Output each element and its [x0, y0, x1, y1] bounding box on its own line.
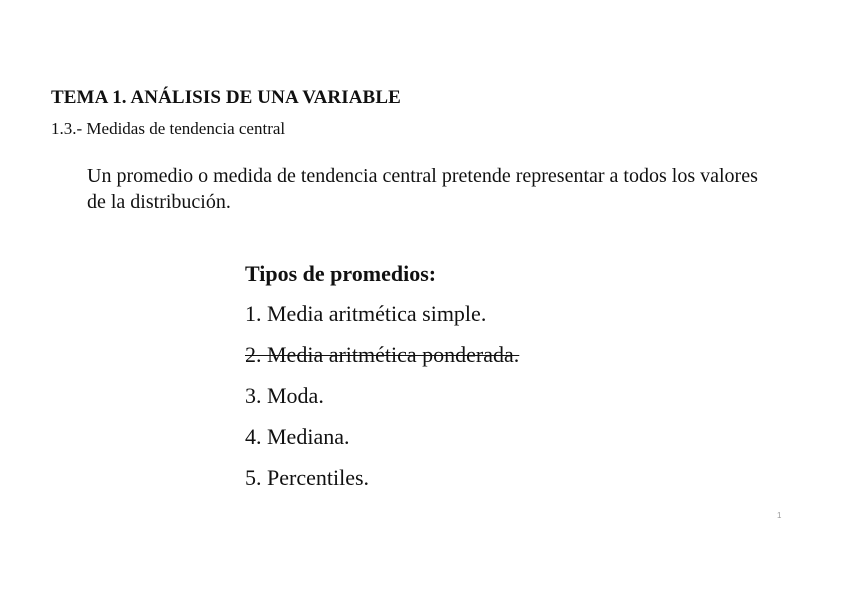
averages-list [245, 300, 519, 492]
list-item-median: 4. Mediana. [245, 424, 350, 449]
list-item-mode: 3. Moda. [245, 383, 324, 408]
page-title: TEMA 1. ANÁLISIS DE UNA VARIABLE [51, 87, 401, 108]
list-item-weighted-mean: 2. Media aritmética ponderada. [245, 342, 520, 367]
list-item-arithmetic-mean: 1. Media aritmética simple. [245, 301, 487, 326]
page-number: 1 [777, 511, 782, 520]
list-heading: Tipos de promedios: [245, 261, 437, 286]
section-subtitle: 1.3.- Medidas de tendencia central [51, 119, 286, 138]
intro-paragraph: Un promedio o medida de tendencia central pretende representar a todos los valores de la distribución. [87, 165, 758, 213]
list-item-percentiles: 5. Percentiles. [245, 465, 370, 490]
averages-list-block [245, 260, 519, 505]
